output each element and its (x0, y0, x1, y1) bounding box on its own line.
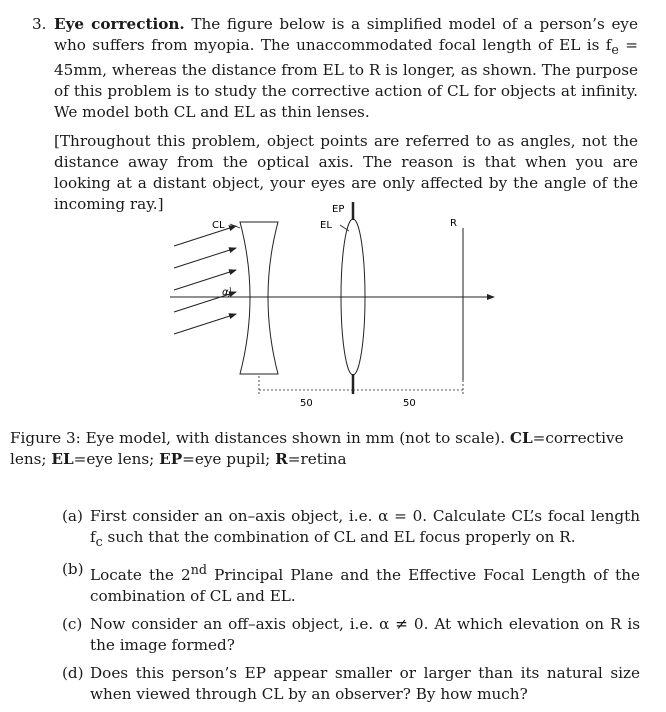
subpart-text: Locate the 2 (90, 566, 191, 585)
distance-el-r: 50 (403, 398, 416, 409)
caption-cl: CL (509, 429, 533, 447)
subparts-list (62, 506, 640, 712)
alpha-label: α (222, 287, 229, 298)
subpart-label: (b) (62, 560, 84, 579)
problem-note: [Throughout this problem, object points are referred to as angles, not the distance away from the optical axis. The reason is that when you are looking at a distant object, your eyes are only affected by the angle of the incoming ray.] (54, 132, 638, 214)
incoming-rays (174, 226, 236, 334)
caption-cl-def: =corrective lens; (10, 429, 624, 468)
subpart-tail: such that the combination of CL and EL focus properly on R. (102, 528, 576, 546)
subpart-label: (c) (62, 615, 83, 634)
distance-cl-el: 50 (300, 398, 313, 409)
dimension-lines (259, 376, 463, 394)
subpart-label: (d) (62, 664, 84, 683)
problem-intro (54, 14, 638, 123)
caption-lead: Figure 3: Eye model, with distances shown in mm (not to scale). (10, 429, 510, 447)
problem-number: 3. (32, 15, 47, 33)
subpart-subscript: c (95, 534, 103, 550)
ray-5 (174, 314, 236, 334)
subpart-superscript: nd (190, 562, 207, 578)
problem-title: Eye correction. (54, 15, 185, 33)
intro-text: The figure below is a simplified model of a person’s eye who suffers from myopia. The unaccommodated focal length of EL is f (54, 15, 638, 54)
caption-r-def: =retina (287, 450, 347, 468)
eye-model-diagram (160, 198, 500, 418)
intro-subscript: e (611, 42, 619, 58)
caption-el-def: =eye lens; (73, 450, 160, 468)
caption-r: R (275, 450, 288, 468)
subpart-text: Now consider an off–axis object, i.e. α ≠ 0. At which elevation on R is the image formed? (90, 615, 640, 655)
retina-label: R (450, 218, 457, 229)
figure-caption (10, 428, 640, 470)
cl-label: CL (212, 220, 225, 231)
subpart-label: (a) (62, 507, 83, 525)
subpart-text: First consider an on–axis object, i.e. α = 0. Calculate CL’s focal length f (90, 507, 640, 546)
ray-2 (174, 248, 236, 268)
intro-text-rest: = 45mm, whereas the distance from EL to R is longer, as shown. The purpose of this problem is to study the corrective action of CL for objects at infinity. We model both CL and EL as thin lenses. (54, 36, 638, 122)
caption-el: EL (51, 450, 74, 468)
subpart-text: Does this person’s EP appear smaller or larger than its natural size when viewed through CL by an observer? By how much? (90, 664, 640, 704)
subpart-tail: Principal Plane and the Effective Focal Length of the combination of CL and EL. (90, 566, 640, 606)
ep-label: EP (332, 204, 345, 215)
subpart-d (62, 663, 640, 705)
subpart-a (62, 506, 640, 552)
subpart-b (62, 559, 640, 607)
caption-ep-def: =eye pupil; (182, 450, 276, 468)
corrective-lens (240, 222, 278, 374)
el-label: EL (320, 220, 332, 231)
caption-ep: EP (159, 450, 183, 468)
problem-3 (32, 14, 638, 215)
ray-1 (174, 226, 236, 246)
subpart-c (62, 614, 640, 656)
eye-model-figure (160, 198, 500, 418)
